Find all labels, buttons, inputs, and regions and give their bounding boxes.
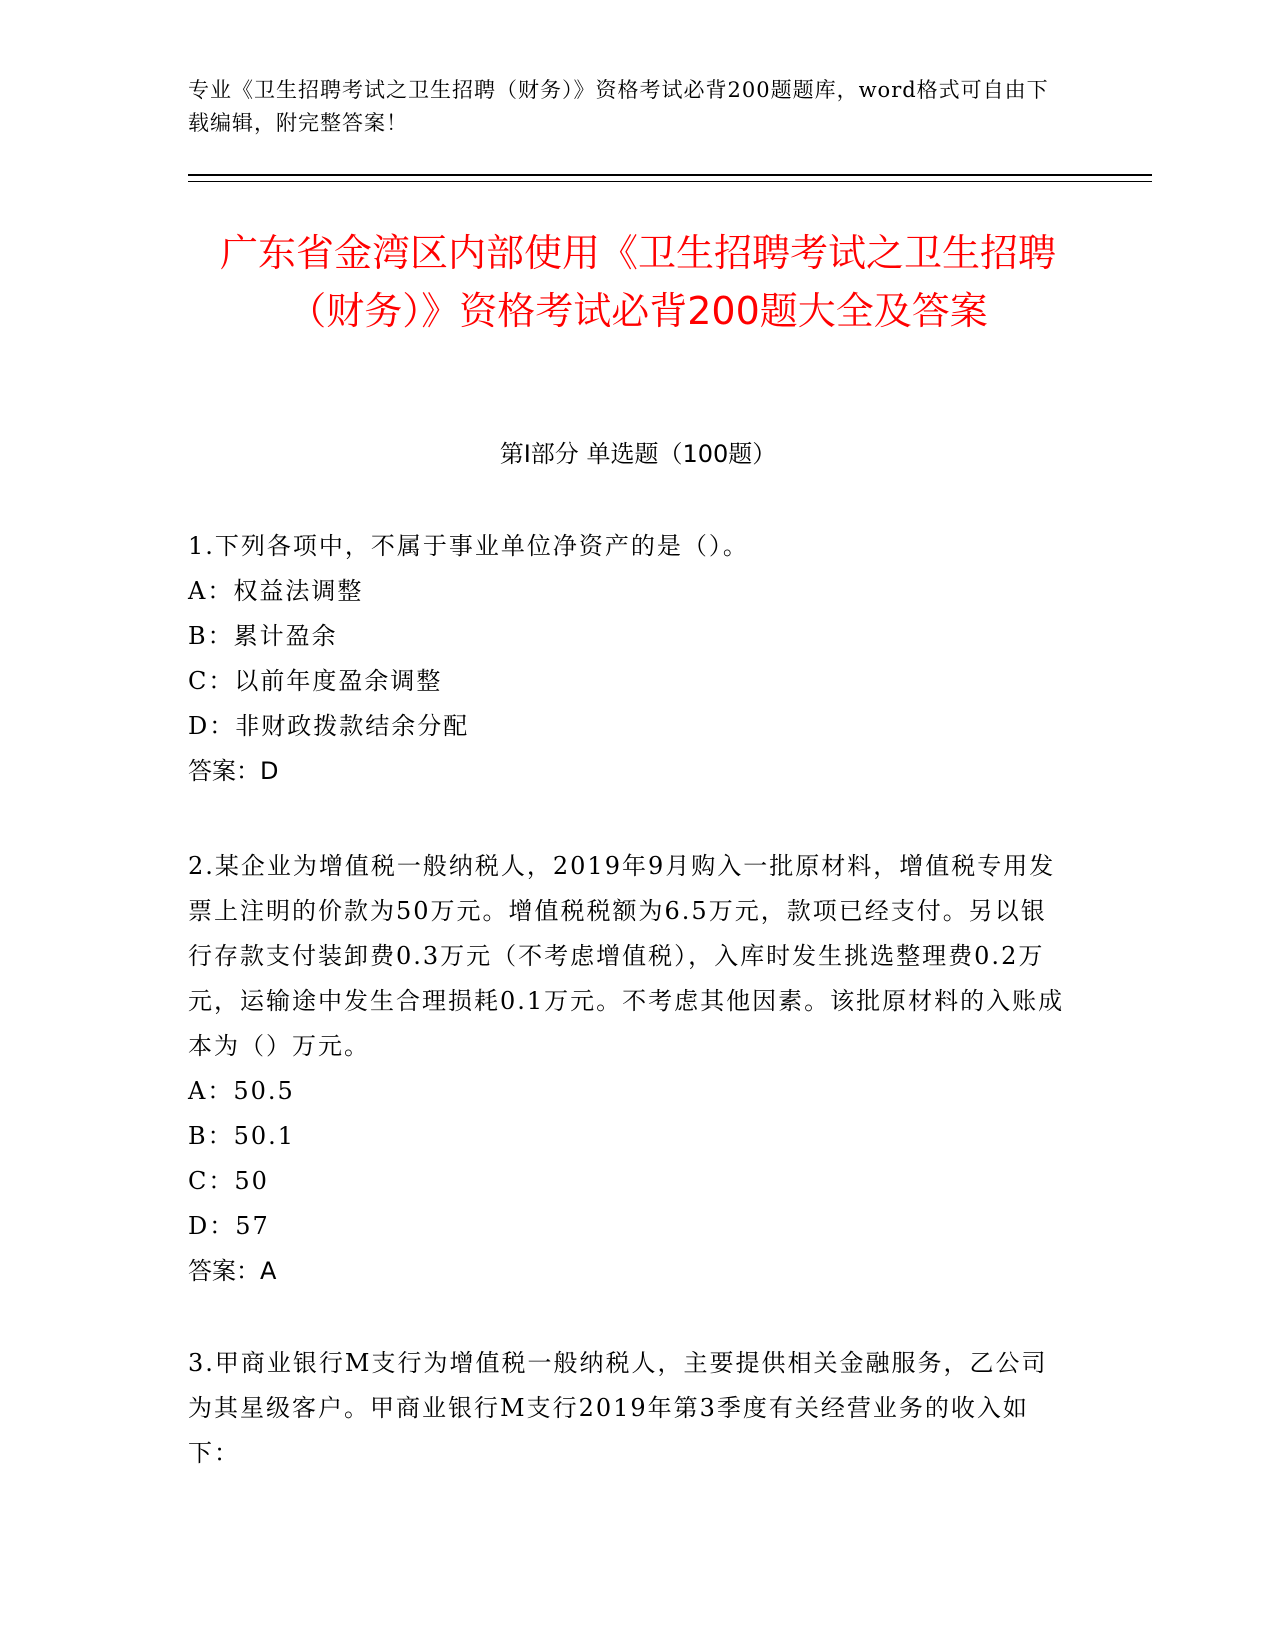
answer: 答案：A [188, 1257, 277, 1285]
question-stem: 1.下列各项中，不属于事业单位净资产的是（）。 [188, 532, 749, 560]
answer: 答案：D [188, 757, 279, 785]
option-c: C：50 [188, 1167, 269, 1195]
question-1 [188, 524, 1068, 794]
option-b: B：累计盈余 [188, 622, 338, 650]
question-3 [188, 1341, 1068, 1476]
section-title: 第Ⅰ部分 单选题（100题） [499, 440, 777, 468]
header-divider-thick [188, 174, 1152, 176]
header-note: 专业《卫生招聘考试之卫生招聘（财务）》资格考试必背200题题库，word格式可自由下载编辑，附完整答案！ [188, 78, 1049, 135]
option-c: C：以前年度盈余调整 [188, 667, 443, 695]
option-b: B：50.1 [188, 1122, 296, 1150]
option-d: D：非财政拨款结余分配 [188, 712, 470, 740]
option-d: D：57 [188, 1212, 270, 1240]
document-title: 广东省金湾区内部使用《卫生招聘考试之卫生招聘（财务）》资格考试必背200题大全及答案 [219, 231, 1056, 333]
question-stem: 2.某企业为增值税一般纳税人，2019年9月购入一批原材料，增值税专用发票上注明的价款为50万元。增值税税额为6.5万元，款项已经支付。另以银行存款支付装卸费0.3万元（不考虑增值税），入库时发生挑选整理费0.2万元，运输途中发生合理损耗0.1万元。不考虑其他因素。该批原材料的入账成本为（）万元。 [188, 852, 1065, 1060]
header-divider-thin [188, 181, 1152, 182]
question-stem: 3.甲商业银行M支行为增值税一般纳税人，主要提供相关金融服务，乙公司为其星级客户。甲商业银行M支行2019年第3季度有关经营业务的收入如下： [188, 1349, 1048, 1467]
option-a: A：权益法调整 [188, 577, 364, 605]
question-2 [188, 844, 1068, 1294]
option-a: A：50.5 [188, 1077, 295, 1105]
